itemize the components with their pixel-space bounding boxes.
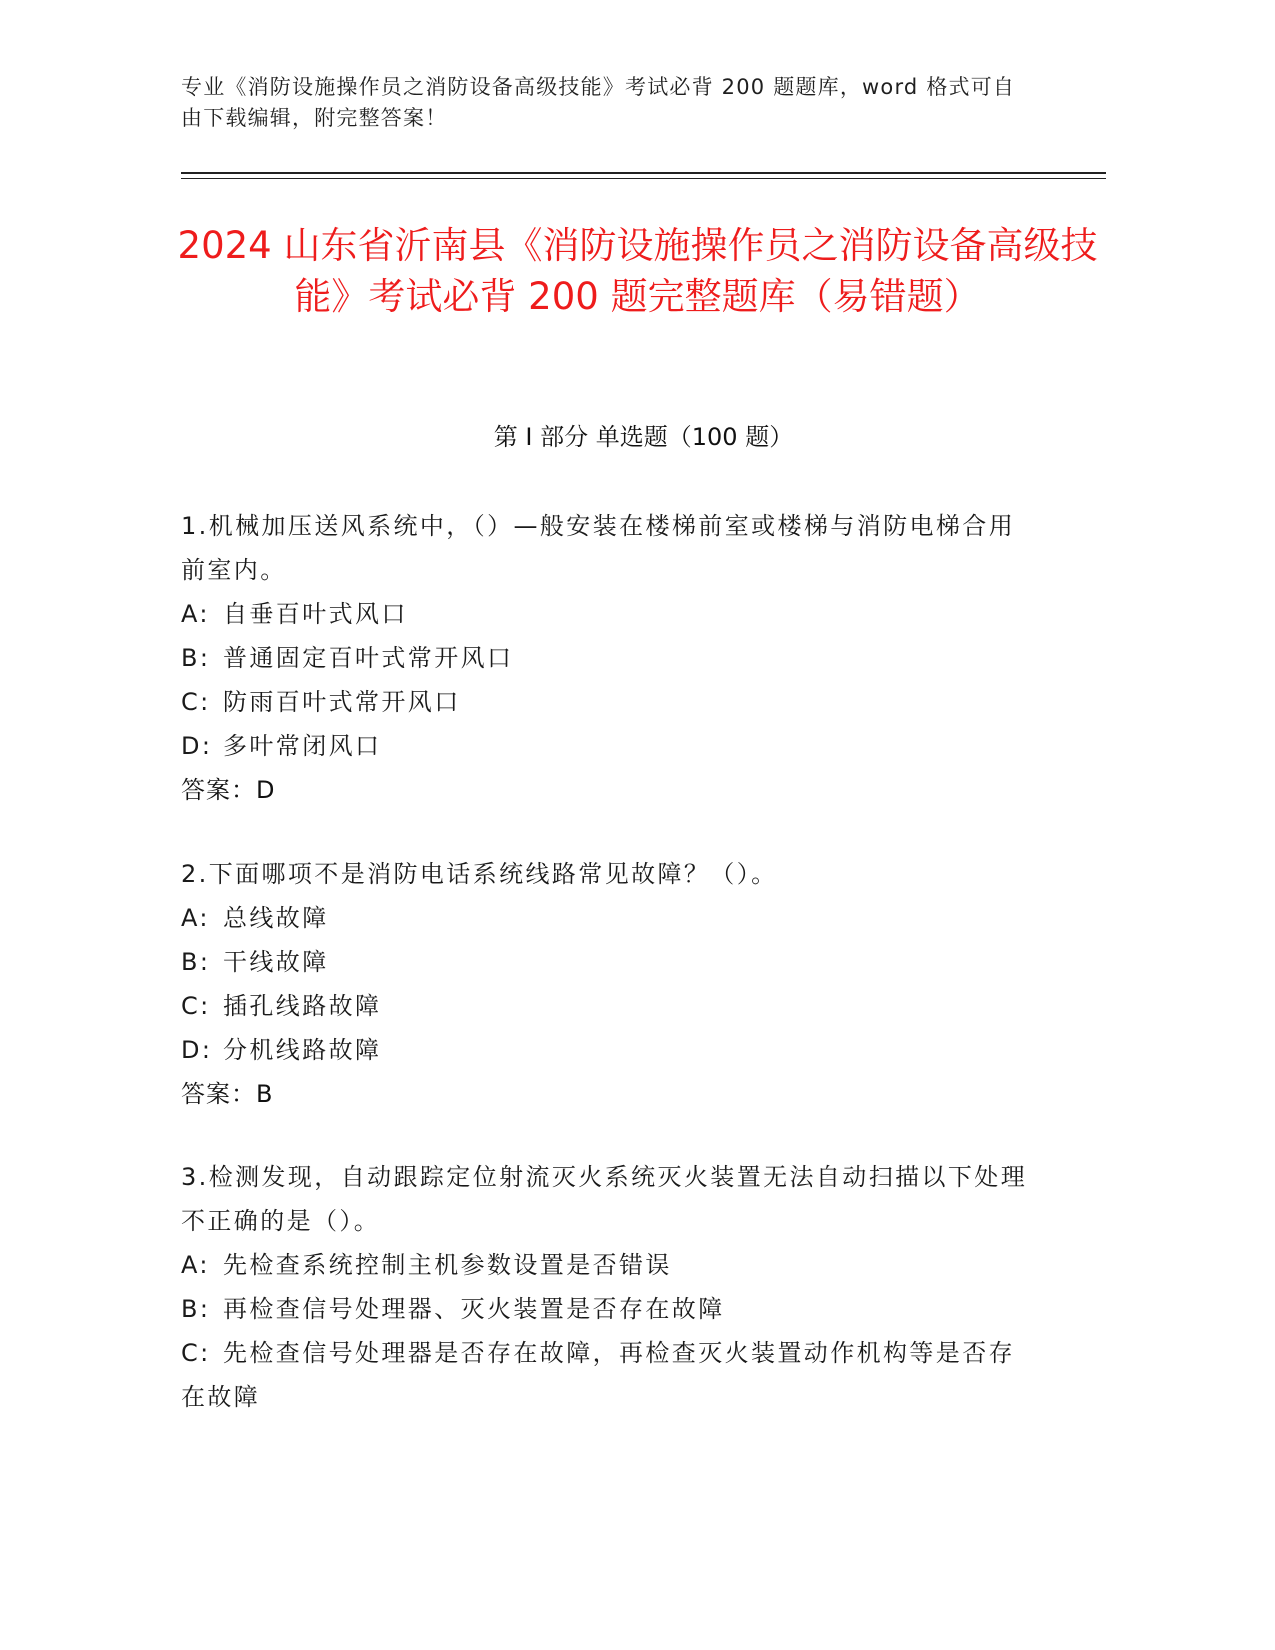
- option-label: B:: [181, 948, 211, 976]
- option-label: D:: [181, 732, 213, 760]
- header-note: 专业《消防设施操作员之消防设备高级技能》考试必背 200 题题库，word 格式可自由下载编辑，附完整答案！: [181, 75, 1016, 130]
- answer-line: 答案：B: [181, 1080, 274, 1108]
- option-text: 插孔线路故障: [223, 992, 382, 1020]
- option-c: [181, 680, 1031, 724]
- option-text: 普通固定百叶式常开风口: [223, 644, 514, 672]
- option-text: 干线故障: [223, 948, 329, 976]
- option-text: 先检查系统控制主机参数设置是否错误: [223, 1251, 672, 1279]
- option-b: [181, 940, 1031, 984]
- option-text: 总线故障: [223, 904, 329, 932]
- option-text: 多叶常闭风口: [223, 732, 382, 760]
- document-title: 2024 山东省沂南县《消防设施操作员之消防设备高级技能》考试必背 200 题完整题库（易错题）: [177, 224, 1098, 318]
- option-d: [181, 724, 1031, 768]
- option-text: 再检查信号处理器、灭火装置是否存在故障: [223, 1295, 725, 1323]
- question-stem: 1.机械加压送风系统中，（）—般安装在楼梯前室或楼梯与消防电梯合用前室内。: [181, 512, 1016, 584]
- option-label: B:: [181, 644, 211, 672]
- option-label: A:: [181, 600, 210, 628]
- option-a: [181, 592, 1031, 636]
- option-label: C:: [181, 992, 211, 1020]
- option-label: C:: [181, 1339, 211, 1367]
- option-text: 自垂百叶式风口: [223, 600, 408, 628]
- question-stem: 3.检测发现，自动跟踪定位射流灭火系统灭火装置无法自动扫描以下处理不正确的是（）。: [181, 1163, 1028, 1235]
- option-a: [181, 896, 1031, 940]
- option-a: [181, 1243, 1031, 1287]
- question-2: [181, 852, 1031, 1116]
- option-label: A:: [181, 904, 210, 932]
- option-label: C:: [181, 688, 211, 716]
- header-divider-thin: [181, 178, 1106, 179]
- option-d: [181, 1028, 1031, 1072]
- option-text: 先检查信号处理器是否存在故障，再检查灭火装置动作机构等是否存在故障: [181, 1339, 1015, 1411]
- question-3: [181, 1155, 1031, 1419]
- option-c: [181, 1331, 1031, 1419]
- question-stem: 2.下面哪项不是消防电话系统线路常见故障？（）。: [181, 860, 778, 888]
- option-b: [181, 1287, 1031, 1331]
- answer-line: 答案：D: [181, 776, 276, 804]
- option-label: B:: [181, 1295, 211, 1323]
- option-label: D:: [181, 1036, 213, 1064]
- question-1: [181, 504, 1031, 812]
- option-text: 分机线路故障: [223, 1036, 382, 1064]
- option-c: [181, 984, 1031, 1028]
- option-b: [181, 636, 1031, 680]
- option-label: A:: [181, 1251, 210, 1279]
- header-divider-thick: [181, 172, 1106, 174]
- option-text: 防雨百叶式常开风口: [223, 688, 461, 716]
- section-heading: 第 I 部分 单选题（100 题）: [493, 423, 794, 451]
